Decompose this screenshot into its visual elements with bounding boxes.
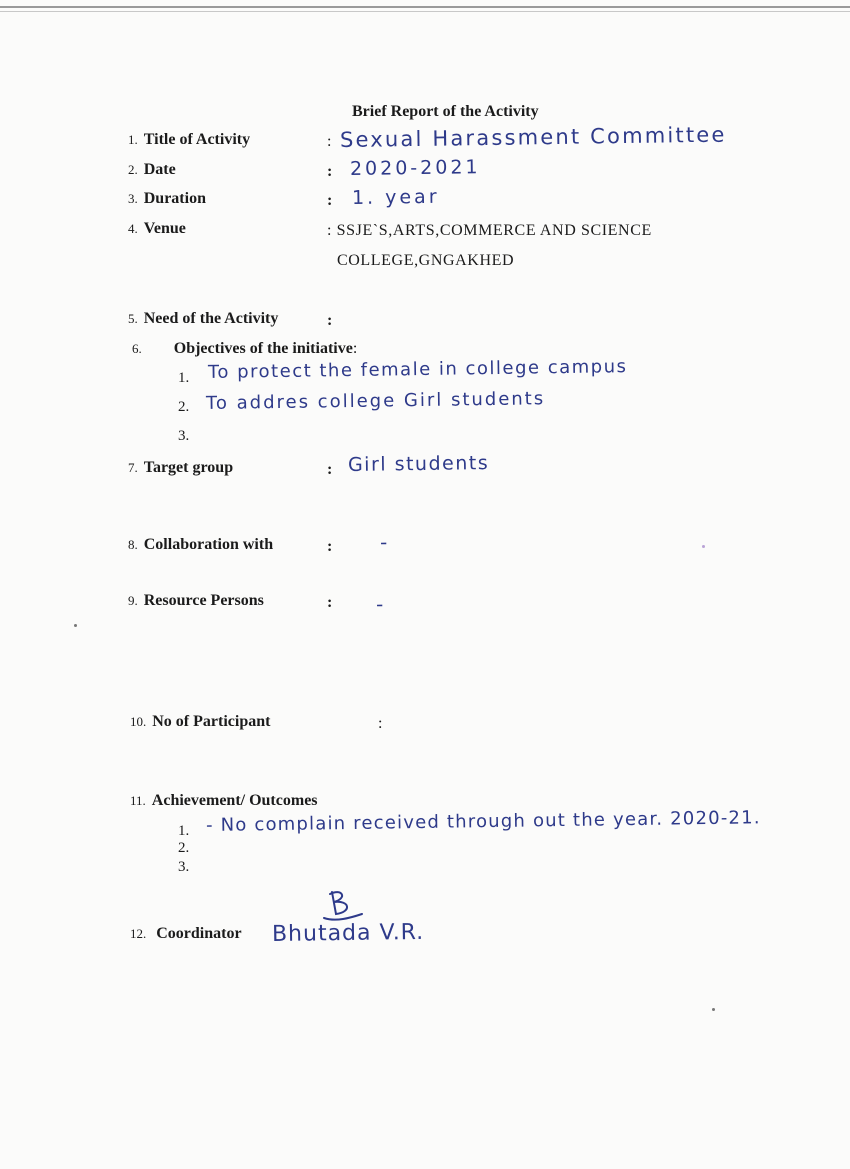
colon: : (327, 538, 333, 555)
collaboration-value: - (379, 529, 389, 554)
scan-speck (712, 1008, 715, 1011)
item-date-label: 2. Date (128, 161, 176, 178)
colon: : (327, 163, 333, 180)
objective-2-text: To addres college Girl students (205, 388, 546, 414)
item-duration-label: 3. Duration (128, 190, 206, 207)
venue-value-line-2: COLLEGE,GNGAKHED (337, 252, 515, 269)
coordinator-value: Bhutada V.R. (271, 919, 425, 947)
item-need-label: 5. Need of the Activity (128, 310, 279, 327)
outcome-number: 2. (178, 840, 190, 856)
colon: : (378, 715, 384, 732)
colon: : (327, 312, 333, 329)
date-value: 2020-2021 (349, 156, 481, 180)
item-coordinator-label: 12. Coordinator (130, 925, 242, 942)
item-participants-label: 10. No of Participant (130, 713, 271, 730)
objective-1-text: To protect the female in college campus (207, 356, 628, 383)
duration-value: 1. year (351, 185, 440, 209)
objective-number: 1. (178, 370, 190, 386)
item-collaboration-label: 8. Collaboration with (128, 536, 274, 553)
title-of-activity-value: Sexual Harassment Committee (339, 122, 727, 152)
scan-speck (74, 624, 77, 627)
scan-edge-line (0, 6, 850, 8)
outcome-1-text: - No complain received through out the year. 2020-21. (205, 807, 761, 836)
venue-value-line-1: : SSJE`S,ARTS,COMMERCE AND SCIENCE (327, 222, 652, 239)
item-resource-persons-label: 9. Resource Persons (128, 592, 264, 609)
item-objectives-label: 6. Objectives of the initiative: (132, 340, 358, 357)
outcome-number: 1. (178, 823, 190, 839)
colon: : (327, 461, 333, 478)
item-venue-label: 4. Venue (128, 220, 186, 237)
scan-speck (702, 545, 705, 548)
report-title: Brief Report of the Activity (352, 103, 539, 120)
target-group-value: Girl students (347, 452, 490, 476)
resource-persons-value: - (375, 591, 385, 616)
item-title-of-activity-label: 1. Title of Activity (128, 131, 251, 148)
item-outcomes-label: 11. Achievement/ Outcomes (130, 792, 318, 809)
outcome-number: 3. (178, 859, 190, 875)
objective-number: 2. (178, 399, 190, 415)
item-target-group-label: 7. Target group (128, 459, 234, 476)
colon: : (327, 192, 333, 209)
colon: : (327, 133, 333, 150)
colon: : (327, 594, 333, 611)
objective-number: 3. (178, 428, 190, 444)
scan-edge-line-faint (0, 11, 850, 12)
